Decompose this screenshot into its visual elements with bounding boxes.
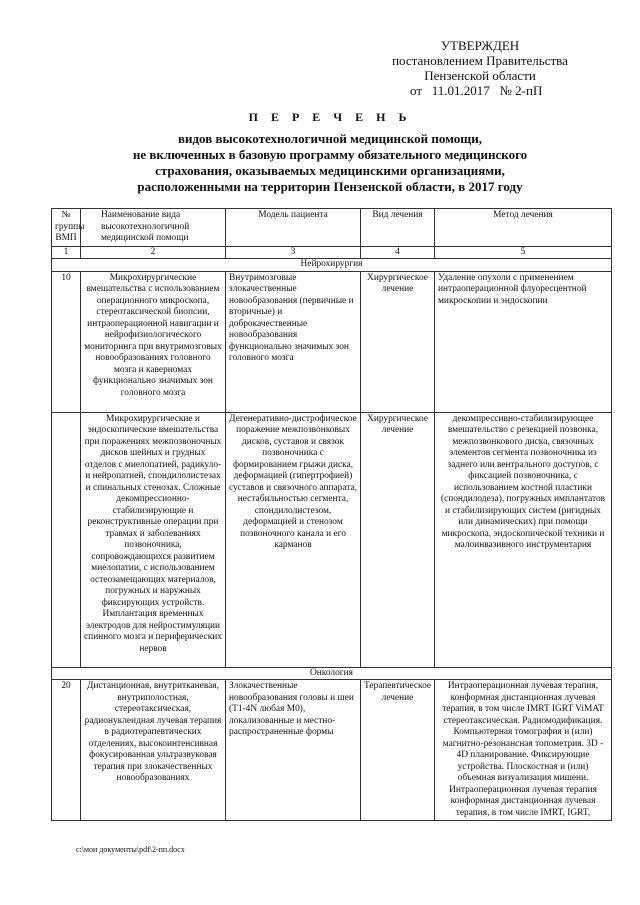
title-subtitle: [60, 131, 600, 195]
table-row: [52, 271, 612, 412]
section-neurosurgery: Нейрохирургия: [52, 259, 612, 272]
col-number: 4: [361, 246, 435, 259]
cell-method: Интраоперационная лучевая терапия, конформная дистанционная лучевая терапия, в том числе IMRT IGRT ViMAT стереотаксическая. Радиомодификация. Компьютерная томография и (или) магнитно-резонансная топометрия. 3D - 4D планирование. Фиксирующие устройства. Плоскостная и (или) объемная визуализация мишени. Интраоперационная лучевая терапия конформная дистанционная лучевая терапия, в том числе IMRT, IGRT,: [435, 680, 612, 821]
subtitle-line: расположенными на территории Пензенской области, в 2017 году: [137, 179, 523, 194]
header-name: Наименование вида высокотехнологичной медицинской помощи: [81, 209, 226, 247]
subtitle-line: страхования, оказываемых медицинскими организациями,: [155, 163, 505, 178]
table-header-row: [52, 209, 612, 247]
approval-date: от 11.01.2017 № 2-пП: [410, 83, 543, 98]
cell-method: Удаление опухоли с применением интраоперационной флуоресцентной микроскопии и эндоскопии: [435, 271, 612, 412]
approval-line: Пензенской области: [424, 68, 536, 83]
col-number: 3: [226, 246, 361, 259]
approval-line: постановлением Правительства: [392, 53, 568, 68]
file-path-footer: c:\мои документы\pdf\2-пп.docx: [76, 845, 185, 854]
cell-group: 20: [52, 680, 81, 821]
vmp-table: [51, 208, 612, 821]
table-row: [52, 680, 612, 821]
section-oncology: Онкология: [52, 667, 612, 680]
cell-group: [52, 412, 81, 667]
section-row: [52, 667, 612, 680]
header-group: № группы ВМП: [52, 209, 81, 247]
approval-block: [380, 38, 580, 98]
cell-model: Злокачественные новообразования головы и шеи (T1-4N любая M0), локализованные и местно-распространенные формы: [226, 680, 361, 821]
cell-model: Внутримозговые злокачественные новообразования (первичные и вторичные) и доброкачественные новообразования функционально значимых зон головного мозга: [226, 271, 361, 412]
col-number: 2: [81, 246, 226, 259]
cell-treatment: Терапевтическое лечение: [361, 680, 435, 821]
cell-treatment: Хирургическое лечение: [361, 271, 435, 412]
header-method: Метод лечения: [435, 209, 612, 247]
document-title: [60, 110, 600, 195]
col-number: 5: [435, 246, 612, 259]
approval-title: УТВЕРЖДЕН: [440, 38, 520, 53]
col-number: 1: [52, 246, 81, 259]
subtitle-line: видов высокотехнологичной медицинской помощи,: [177, 131, 483, 146]
cell-name: Микрохирургические вмешательства с использованием операционного микроскопа, стереотаксической биопсии, интраоперационной навигации и нейрофизиологического мониторинга при внутримозговых новообразованиях головного мозга и каверномах функционально значимых зон головного мозга: [81, 271, 226, 412]
cell-model: Дегенеративно-дистрофическое поражение межпозвонковых дисков, суставов и связок позвоночника с формированием грыжи диска, деформацией (гипертрофией) суставов и связочного аппарата, нестабильностью сегмента, спондилолистезом, деформацией и стенозом позвоночного канала и его карманов: [226, 412, 361, 667]
cell-group: 10: [52, 271, 81, 412]
subtitle-line: не включенных в базовую программу обязательного медицинского: [132, 147, 528, 162]
header-model: Модель пациента: [226, 209, 361, 247]
section-row: [52, 259, 612, 272]
header-treatment: Вид лечения: [361, 209, 435, 247]
column-numbers-row: [52, 246, 612, 259]
cell-treatment: Хирургическое лечение: [361, 412, 435, 667]
cell-name: Дистанционная, внутритканевая, внутриполостная, стереотаксическая, радионуклеидная лучевая терапия в радиотерапевтических отделениях, высокоинтенсивная фокусированная ультразвуковая терапия при злокачественных новообразованиях: [81, 680, 226, 821]
cell-name: Микрохирургические и эндоскопические вмешательства при поражениях межпозвоночных дисков шейных и грудных отделов с миелопатией, радикуло- и нейропатией, спондилолистезах и спинальных стенозах. Сложные декомпрессионно-стабилизирующие и реконструктивные операции при травмах и заболеваниях позвоночника, сопровождающихся развитием миелопатии, с использованием остеозамещающих материалов, погружных и наружных фиксирующих устройств. Имплантация временных электродов для нейростимуляции спинного мозга и периферических нервов: [81, 412, 226, 667]
cell-method: декомпрессивно-стабилизирующее вмешательство с резекцией позвонка, межпозвонкового диска, связочных элементов сегмента позвоночника из заднего или вентрального доступов, с фиксацией позвоночника, с использованием костной пластики (спондилодеза), погружных имплантатов и стабилизирующих систем (ригидных или динамических) при помощи микроскопа, эндоскопической техники и малоинвазивного инструментария: [435, 412, 612, 667]
table-row: [52, 412, 612, 667]
title-heading: П Е Р Е Ч Е Н Ь: [248, 110, 412, 124]
